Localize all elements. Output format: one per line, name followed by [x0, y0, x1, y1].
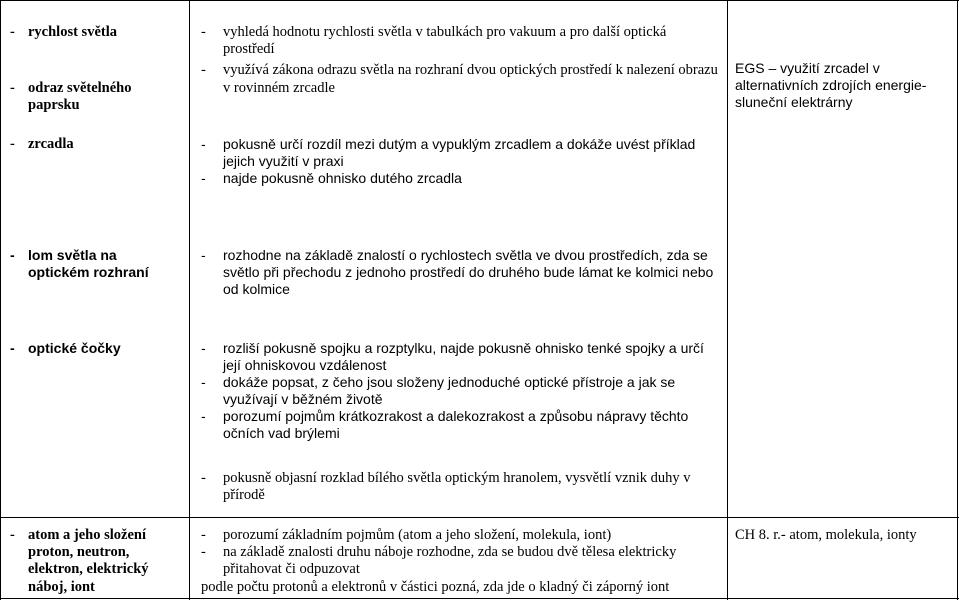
bullet-dash: -	[201, 247, 206, 263]
outcome-text: porozumí pojmům krátkozrakost a dalekozrakost a způsobu nápravy těchto očních vad brýlemi	[223, 408, 689, 441]
outcomes-cell	[201, 470, 721, 504]
bullet-dash: -	[201, 527, 206, 543]
outcome-text: na základě znalosti druhu náboje rozhodne, zda se budou dvě tělesa elektricky přitahovat či odpuzovat	[223, 544, 677, 578]
outcome-item	[201, 24, 721, 58]
outcome-item	[201, 527, 721, 544]
outcomes-cell	[201, 247, 721, 298]
outcome-item	[201, 408, 721, 442]
outcomes-cell	[201, 24, 721, 97]
bullet-dash: -	[201, 470, 206, 486]
outcome-item	[201, 247, 721, 298]
bullet-dash: -	[201, 24, 206, 40]
bullet-dash: -	[201, 374, 206, 390]
cross-curricular-cell	[735, 527, 953, 544]
topic-item	[10, 80, 185, 114]
outcome-text: podle počtu protonů a elektronů v částici pozná, zda jde o kladný či záporný iont	[201, 578, 670, 595]
outcome-item	[201, 62, 721, 96]
cross-curricular-text: CH 8. r.- atom, molekula, ionty	[735, 527, 917, 543]
topic-text: rychlost světla	[28, 24, 117, 40]
topic-item	[10, 527, 185, 596]
bullet-dash: -	[201, 170, 206, 186]
outcome-text: pokusně objasní rozklad bílého světla optickým hranolem, vysvětlí vznik duhy v přírodě	[223, 470, 691, 504]
topic-item	[10, 340, 185, 357]
outcome-text: dokáže popsat, z čeho jsou složeny jednoduché optické přístroje a jak se využívají v běžném životě	[223, 374, 676, 407]
outcome-text: rozhodne na základě znalostí o rychlostech světla ve dvou prostředích, zda se světlo při přechodu z jednoho prostředí do druhého bude lámat ke kolmici nebo od kolmice	[223, 247, 714, 297]
outcomes-cell	[201, 527, 721, 596]
outcome-text: pokusně určí rozdíl mezi dutým a vypuklým zrcadlem a dokáže uvést příklad jejich využití v praxi	[223, 136, 696, 169]
table-border-right	[957, 0, 958, 600]
table-border-top	[0, 0, 959, 1]
topic-item	[10, 247, 185, 281]
topic-cell	[10, 136, 185, 153]
outcome-text: porozumí základním pojmům (atom a jeho složení, molekula, iont)	[223, 527, 612, 543]
cross-curricular-cell	[735, 60, 953, 111]
cross-curricular-text: EGS – využití zrcadel v alternativních zdrojích energie- sluneční elektrárny	[735, 60, 927, 110]
table-border-bottom	[0, 598, 959, 599]
topic-cell	[10, 24, 185, 41]
bullet-dash: -	[10, 24, 15, 40]
topic-text: odraz světelného paprsku	[28, 80, 132, 114]
outcome-text: vyhledá hodnotu rychlosti světla v tabulkách pro vakuum a pro další optická prostředí	[223, 24, 667, 58]
bullet-dash: -	[201, 62, 206, 79]
topic-text: optické čočky	[28, 340, 121, 356]
bullet-dash: -	[201, 340, 206, 356]
topic-text: lom světla na optickém rozhraní	[28, 247, 149, 280]
outcome-text: rozliší pokusně spojku a rozptylku, najde pokusně ohnisko tenké spojky a určí její ohniskovou vzdálenost	[223, 340, 704, 373]
outcome-item	[201, 544, 721, 578]
bullet-dash: -	[201, 544, 206, 561]
topic-cell	[10, 340, 185, 357]
column-divider-2	[727, 0, 728, 600]
topic-text: atom a jeho složení proton, neutron, elektron, elektrický náboj, iont	[28, 527, 149, 595]
outcome-text: využívá zákona odrazu světla na rozhraní dvou optických prostředí k nalezení obrazu v rovinném zrcadle	[223, 62, 718, 96]
bullet-dash: -	[201, 408, 206, 424]
column-divider-1	[189, 0, 190, 600]
topic-item	[10, 136, 185, 153]
bullet-dash: -	[10, 247, 15, 263]
bullet-dash: -	[201, 136, 206, 152]
outcome-item	[201, 170, 721, 187]
row-divider	[0, 517, 959, 518]
outcome-item	[201, 136, 721, 170]
bullet-dash: -	[10, 340, 15, 356]
topic-cell	[10, 80, 185, 114]
outcome-text: najde pokusně ohnisko dutého zrcadla	[223, 170, 462, 186]
table-border-left	[0, 0, 1, 600]
outcomes-cell	[201, 340, 721, 442]
outcomes-cell	[201, 136, 721, 187]
outcome-item	[201, 340, 721, 374]
topic-item	[10, 24, 185, 41]
bullet-dash: -	[10, 527, 15, 543]
bullet-dash: -	[10, 80, 15, 96]
outcome-item	[201, 374, 721, 408]
bullet-dash: -	[10, 136, 15, 152]
topic-cell	[10, 527, 185, 596]
topic-text: zrcadla	[28, 136, 74, 152]
outcome-item	[201, 470, 721, 504]
topic-cell	[10, 247, 185, 281]
